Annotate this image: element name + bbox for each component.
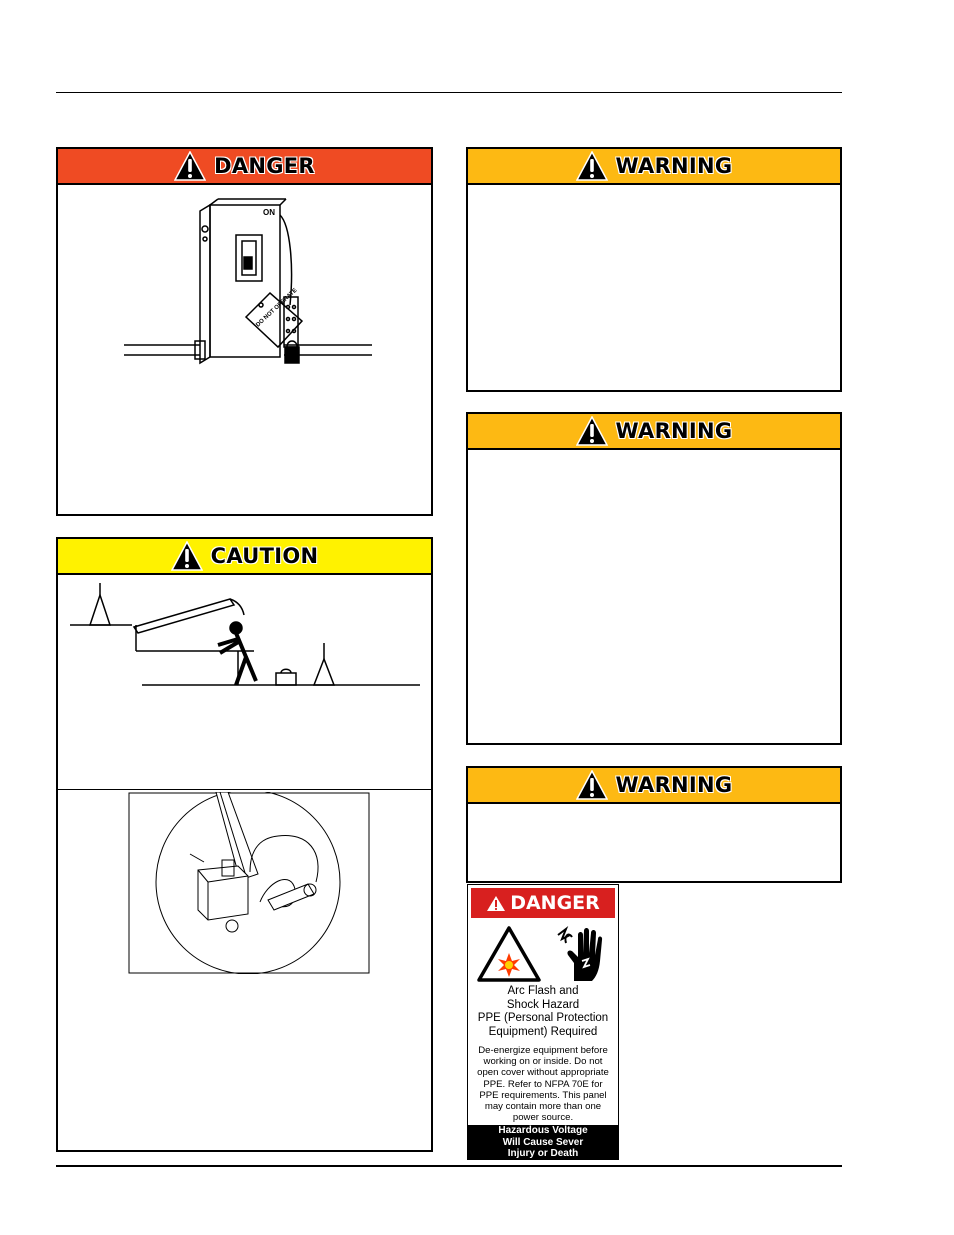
warning-triangle-icon (576, 151, 608, 181)
caution-signal-word: CAUTION (210, 544, 319, 568)
footer-rule (56, 1165, 842, 1167)
instruction-line: De-energize equipment before (478, 1045, 608, 1056)
warning-safety-box (466, 766, 842, 883)
switch-on-label: ON (263, 208, 275, 217)
arc-label-signal-word: DANGER (510, 892, 600, 914)
arc-label-header (471, 888, 615, 918)
warning-triangle-icon (576, 416, 608, 446)
caution-safety-box (56, 537, 433, 1152)
do-not-operate-tag-text: DO NOT OPERATE (255, 287, 299, 329)
instruction-line: PPE requirements. This panel (479, 1089, 607, 1101)
arc-label-hazard-text (468, 985, 618, 1039)
hazard-line: Equipment) Required (488, 1025, 598, 1038)
hood-latch-detail-illustration (128, 792, 370, 974)
warning-signal-word: WARNING (615, 773, 733, 797)
footer-line: Hazardous Voltage (498, 1125, 588, 1136)
warning-header (468, 149, 840, 185)
caution-section-divider (58, 789, 431, 790)
danger-header (58, 149, 431, 185)
danger-safety-box (56, 147, 433, 516)
shock-hazard-hand-icon (552, 925, 610, 983)
hazard-line: Arc Flash and (507, 985, 579, 997)
warning-triangle-icon (174, 151, 206, 181)
warning-header (468, 768, 840, 804)
warning-triangle-icon (171, 541, 203, 571)
disconnect-switch-lockout-illustration (58, 185, 431, 385)
instruction-line: working on or inside. Do not (483, 1056, 603, 1068)
arc-flash-danger-label (467, 884, 619, 1160)
warning-triangle-icon (486, 895, 506, 912)
hazard-line: Shock Hazard (506, 998, 580, 1011)
arc-label-footer (468, 1125, 618, 1159)
hazard-line: PPE (Personal Protection (477, 1012, 609, 1024)
arc-flash-icon (476, 925, 542, 983)
instruction-line: PPE. Refer to NFPA 70E for (483, 1078, 603, 1090)
warning-signal-word: WARNING (615, 154, 733, 178)
warning-header (468, 414, 840, 450)
warning-safety-box (466, 412, 842, 745)
instruction-line: open cover without appropriate (477, 1067, 609, 1079)
caution-header (58, 539, 431, 575)
arc-label-instructions (472, 1045, 614, 1123)
danger-signal-word: DANGER (214, 154, 315, 178)
footer-line: Injury or Death (507, 1148, 579, 1159)
instruction-line: may contain more than one (484, 1101, 602, 1113)
footer-line: Will Cause Sever (502, 1136, 584, 1148)
warning-safety-box (466, 147, 842, 392)
header-rule (56, 92, 842, 93)
warning-signal-word: WARNING (615, 419, 733, 443)
instruction-line: power source. (512, 1112, 574, 1124)
warning-triangle-icon (576, 770, 608, 800)
lifting-hood-illustration (58, 575, 431, 695)
